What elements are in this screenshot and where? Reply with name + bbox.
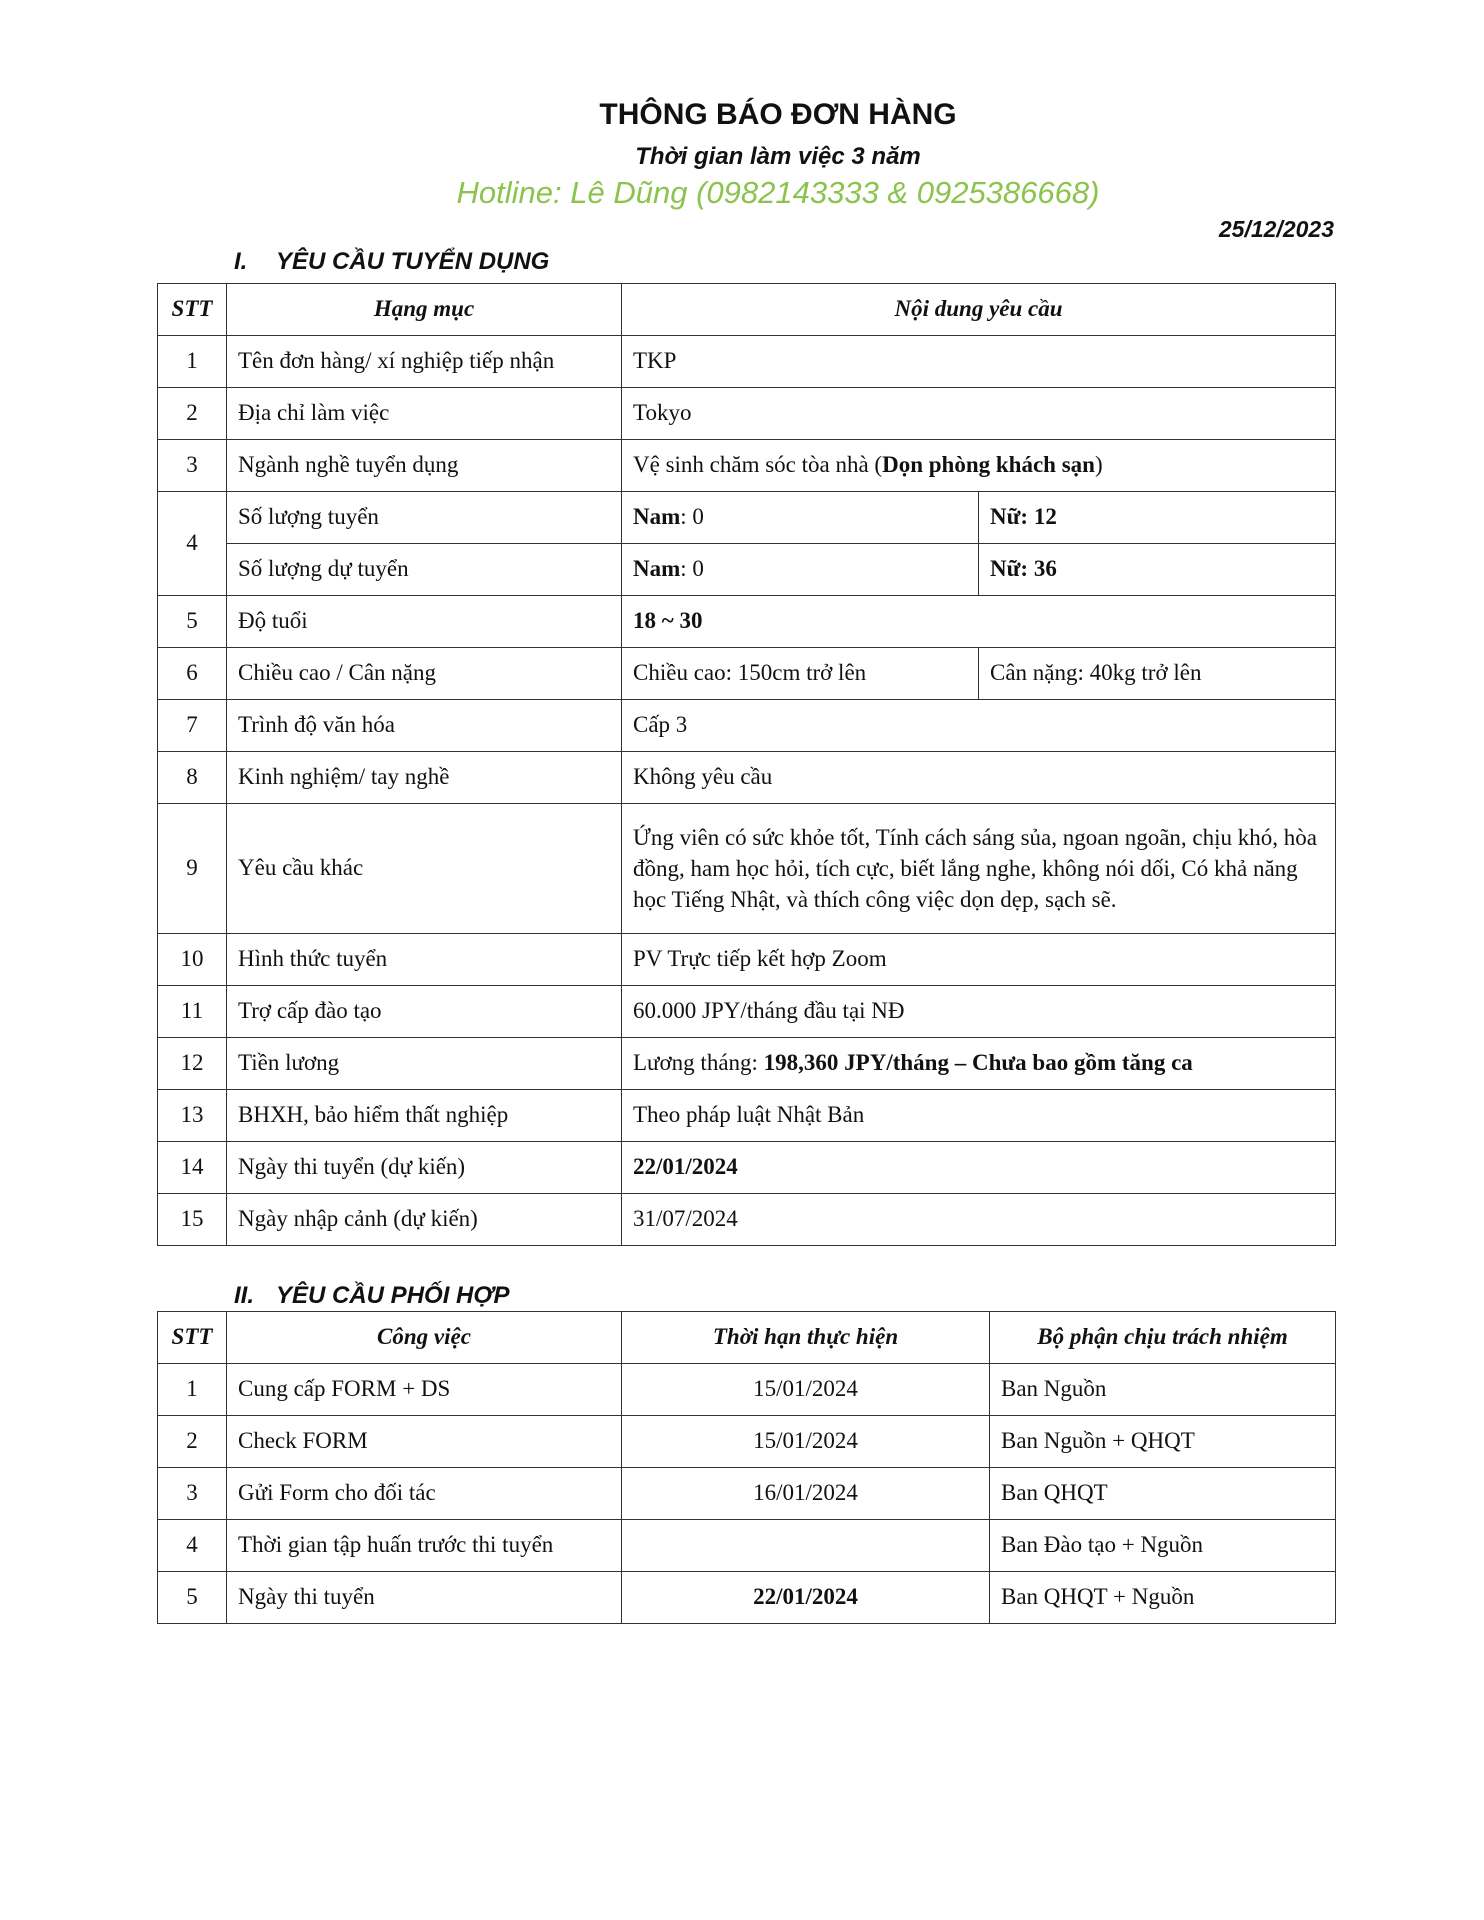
recruitment-requirements-table xyxy=(157,283,1336,1246)
table-row xyxy=(158,1468,1336,1520)
table-row xyxy=(158,986,1336,1038)
row-category: Độ tuổi xyxy=(227,596,622,648)
row-stt: 3 xyxy=(158,1468,227,1520)
row-category: Kinh nghiệm/ tay nghề xyxy=(227,752,622,804)
row-stt: 2 xyxy=(158,1416,227,1468)
row-deadline: 16/01/2024 xyxy=(622,1468,990,1520)
row-value: 60.000 JPY/tháng đầu tại NĐ xyxy=(622,986,1336,1038)
hotline-text: Hotline: Lê Dũng (0982143333 & 0925386668) xyxy=(456,175,1100,210)
row-stt: 10 xyxy=(158,934,227,986)
document-date: 25/12/2023 xyxy=(1218,216,1334,242)
row-deadline: 15/01/2024 xyxy=(622,1364,990,1416)
section-1-label: YÊU CẦU TUYỂN DỤNG xyxy=(276,248,550,275)
weight-requirement: Cân nặng: 40kg trở lên xyxy=(979,648,1336,700)
row-value: Theo pháp luật Nhật Bản xyxy=(622,1090,1336,1142)
row-department: Ban QHQT xyxy=(990,1468,1336,1520)
row-stt: 8 xyxy=(158,752,227,804)
table-row xyxy=(158,336,1336,388)
row-category: Tiền lương xyxy=(227,1038,622,1090)
row-stt: 5 xyxy=(158,1572,227,1624)
row-department: Ban Nguồn xyxy=(990,1364,1336,1416)
section-2-title xyxy=(234,1282,509,1310)
section-1-title xyxy=(234,248,549,276)
document-subtitle: Thời gian làm việc 3 năm xyxy=(635,143,921,170)
row-category: Trình độ văn hóa xyxy=(227,700,622,752)
row-department: Ban Nguồn + QHQT xyxy=(990,1416,1336,1468)
table-row xyxy=(158,934,1336,986)
row-department: Ban QHQT + Nguồn xyxy=(990,1572,1336,1624)
row-department: Ban Đào tạo + Nguồn xyxy=(990,1520,1336,1572)
table-row xyxy=(158,1194,1336,1246)
row-value: Cấp 3 xyxy=(622,700,1336,752)
row-value: Không yêu cầu xyxy=(622,752,1336,804)
table-row xyxy=(158,752,1336,804)
section-2-number: II. xyxy=(234,1282,255,1309)
table-row xyxy=(158,1090,1336,1142)
row-value: Tokyo xyxy=(622,388,1336,440)
row-task: Gửi Form cho đối tác xyxy=(227,1468,622,1520)
row-deadline: 15/01/2024 xyxy=(622,1416,990,1468)
row-category: Ngày nhập cảnh (dự kiến) xyxy=(227,1194,622,1246)
row-stt: 9 xyxy=(158,804,227,934)
row-value: TKP xyxy=(622,336,1336,388)
table-row xyxy=(158,544,1336,596)
row-value: PV Trực tiếp kết hợp Zoom xyxy=(622,934,1336,986)
table-header-row xyxy=(158,284,1336,336)
female-count: Nữ: 36 xyxy=(979,544,1336,596)
header-task: Công việc xyxy=(227,1312,622,1364)
table-row xyxy=(158,1520,1336,1572)
height-requirement: Chiều cao: 150cm trở lên xyxy=(622,648,979,700)
row-value: 31/07/2024 xyxy=(622,1194,1336,1246)
header-category: Hạng mục xyxy=(227,284,622,336)
table-row xyxy=(158,1038,1336,1090)
row-stt: 7 xyxy=(158,700,227,752)
row-category: Ngày thi tuyển (dự kiến) xyxy=(227,1142,622,1194)
header-deadline: Thời hạn thực hiện xyxy=(622,1312,990,1364)
row-stt: 4 xyxy=(158,492,227,596)
row-stt: 11 xyxy=(158,986,227,1038)
header-stt: STT xyxy=(158,284,227,336)
table-row xyxy=(158,1416,1336,1468)
row-stt: 1 xyxy=(158,1364,227,1416)
table-row xyxy=(158,440,1336,492)
row-category: Địa chỉ làm việc xyxy=(227,388,622,440)
row-stt: 12 xyxy=(158,1038,227,1090)
female-count: Nữ: 12 xyxy=(979,492,1336,544)
table-row xyxy=(158,1364,1336,1416)
table-row xyxy=(158,700,1336,752)
row-deadline xyxy=(622,1520,990,1572)
male-count: Nam: 0 xyxy=(622,492,979,544)
table-row xyxy=(158,492,1336,544)
row-category: Trợ cấp đào tạo xyxy=(227,986,622,1038)
male-count: Nam: 0 xyxy=(622,544,979,596)
section-1-number: I. xyxy=(234,248,248,275)
row-stt: 15 xyxy=(158,1194,227,1246)
row-category: Ngành nghề tuyển dụng xyxy=(227,440,622,492)
row-category: Chiều cao / Cân nặng xyxy=(227,648,622,700)
row-task: Thời gian tập huấn trước thi tuyển xyxy=(227,1520,622,1572)
header-department: Bộ phận chịu trách nhiệm xyxy=(990,1312,1336,1364)
row-stt: 2 xyxy=(158,388,227,440)
table-row xyxy=(158,804,1336,934)
table-header-row xyxy=(158,1312,1336,1364)
row-stt: 13 xyxy=(158,1090,227,1142)
row-stt: 5 xyxy=(158,596,227,648)
row-value: 22/01/2024 xyxy=(622,1142,1336,1194)
row-stt: 4 xyxy=(158,1520,227,1572)
row-task: Cung cấp FORM + DS xyxy=(227,1364,622,1416)
header-content: Nội dung yêu cầu xyxy=(622,284,1336,336)
row-stt: 14 xyxy=(158,1142,227,1194)
coordination-table xyxy=(157,1311,1336,1624)
table-row xyxy=(158,1572,1336,1624)
row-value: Ứng viên có sức khỏe tốt, Tính cách sáng sủa, ngoan ngoãn, chịu khó, hòa đồng, ham học hỏi, tích cực, biết lắng nghe, không nói dối, Có khả năng học Tiếng Nhật, và thích công việc dọn dẹp, sạch sẽ. xyxy=(622,804,1336,934)
row-category: Số lượng tuyển xyxy=(227,492,622,544)
row-value: 18 ~ 30 xyxy=(622,596,1336,648)
row-value: Lương tháng: 198,360 JPY/tháng – Chưa bao gồm tăng ca xyxy=(622,1038,1336,1090)
row-category: Tên đơn hàng/ xí nghiệp tiếp nhận xyxy=(227,336,622,388)
row-value: Vệ sinh chăm sóc tòa nhà (Dọn phòng khách sạn) xyxy=(622,440,1336,492)
row-category: Số lượng dự tuyển xyxy=(227,544,622,596)
table-row xyxy=(158,596,1336,648)
row-category: BHXH, bảo hiểm thất nghiệp xyxy=(227,1090,622,1142)
row-task: Ngày thi tuyển xyxy=(227,1572,622,1624)
row-category: Hình thức tuyển xyxy=(227,934,622,986)
header-stt: STT xyxy=(158,1312,227,1364)
section-2-label: YÊU CẦU PHỐI HỢP xyxy=(276,1282,510,1309)
row-deadline: 22/01/2024 xyxy=(622,1572,990,1624)
row-category: Yêu cầu khác xyxy=(227,804,622,934)
table-row xyxy=(158,388,1336,440)
row-task: Check FORM xyxy=(227,1416,622,1468)
row-stt: 1 xyxy=(158,336,227,388)
table-row xyxy=(158,648,1336,700)
row-stt: 3 xyxy=(158,440,227,492)
document-title: THÔNG BÁO ĐƠN HÀNG xyxy=(599,98,957,131)
table-row xyxy=(158,1142,1336,1194)
row-stt: 6 xyxy=(158,648,227,700)
